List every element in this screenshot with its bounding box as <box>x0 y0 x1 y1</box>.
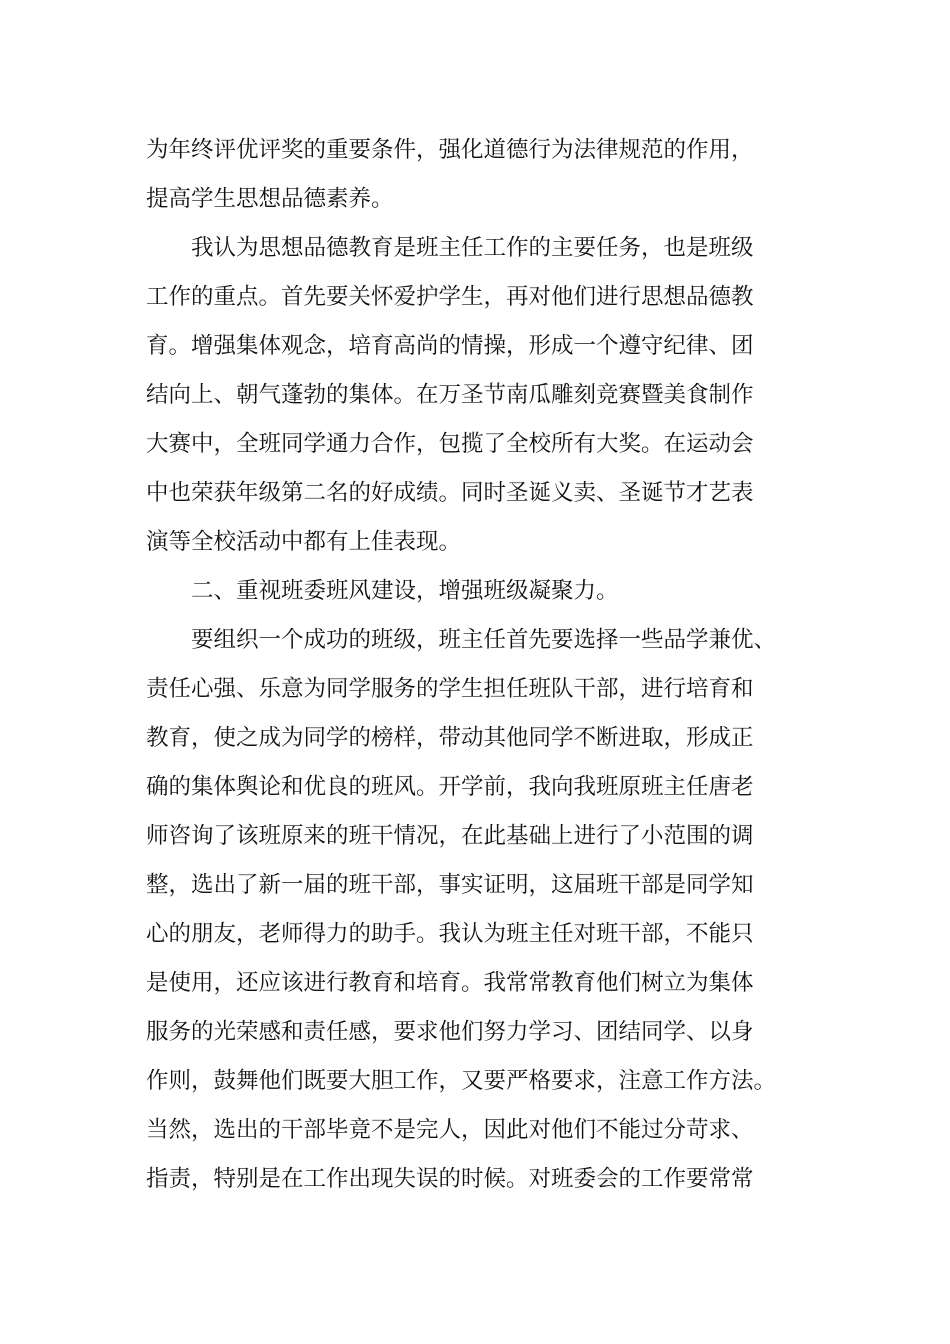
text-line: 是使用，还应该进行教育和培育。我常常教育他们树立为集体 <box>146 970 754 996</box>
text-line: 为年终评优评奖的重要条件，强化道德行为法律规范的作用， <box>146 137 754 163</box>
text-line: 中也荣获年级第二名的好成绩。同时圣诞义卖、圣诞节才艺表 <box>146 480 754 506</box>
text-line: 我认为思想品德教育是班主任工作的主要任务，也是班级 <box>146 235 754 261</box>
section-heading: 二、重视班委班风建设，增强班级凝聚力。 <box>146 578 619 604</box>
text-line: 师咨询了该班原来的班干情况，在此基础上进行了小范围的调 <box>146 823 754 849</box>
text-line: 指责，特别是在工作出现失误的时候。对班委会的工作要常常 <box>146 1166 754 1192</box>
text-line: 大赛中，全班同学通力合作，包揽了全校所有大奖。在运动会 <box>146 431 754 457</box>
text-line: 当然，选出的干部毕竟不是完人，因此对他们不能过分苛求、 <box>146 1117 754 1143</box>
text-line: 确的集体舆论和优良的班风。开学前，我向我班原班主任唐老 <box>146 774 754 800</box>
text-line: 育。增强集体观念，培育高尚的情操，形成一个遵守纪律、团 <box>146 333 754 359</box>
text-line: 演等全校活动中都有上佳表现。 <box>146 529 462 555</box>
text-line: 要组织一个成功的班级，班主任首先要选择一些品学兼优、 <box>146 627 777 653</box>
text-line: 整，选出了新一届的班干部，事实证明，这届班干部是同学知 <box>146 872 754 898</box>
text-line: 服务的光荣感和责任感，要求他们努力学习、团结同学、以身 <box>146 1019 754 1045</box>
text-line: 责任心强、乐意为同学服务的学生担任班队干部，进行培育和 <box>146 676 754 702</box>
document-body <box>146 126 826 1204</box>
text-line: 工作的重点。首先要关怀爱护学生，再对他们进行思想品德教 <box>146 284 754 310</box>
text-line: 结向上、朝气蓬勃的集体。在万圣节南瓜雕刻竞赛暨美食制作 <box>146 382 754 408</box>
text-line: 心的朋友，老师得力的助手。我认为班主任对班干部，不能只 <box>146 921 754 947</box>
text-line: 教育，使之成为同学的榜样，带动其他同学不断进取，形成正 <box>146 725 754 751</box>
text-line: 作则，鼓舞他们既要大胆工作，又要严格要求，注意工作方法。 <box>146 1068 777 1094</box>
text-line: 提高学生思想品德素养。 <box>146 186 394 212</box>
